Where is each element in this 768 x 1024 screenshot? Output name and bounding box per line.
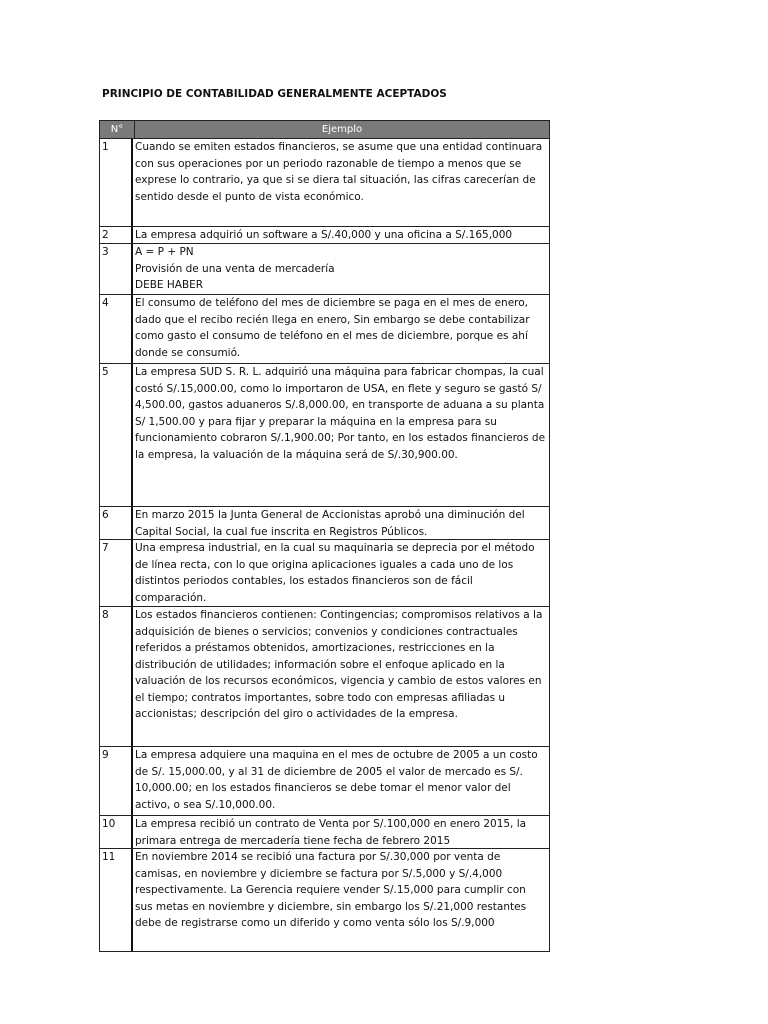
row-example-text xyxy=(133,295,550,363)
table-row xyxy=(99,139,550,227)
table-row xyxy=(99,244,550,295)
table-row xyxy=(99,507,550,540)
example-line: Cuando se emiten estados financieros, se asume que una entidad continuara con sus operaciones por un periodo razonable de tiempo a menos que se exprese lo contrario, ya que si se diera tal situación, las cifras carecerían de sentido desde el punto de vista económico. xyxy=(135,141,543,203)
row-example-text xyxy=(133,507,550,539)
table-row xyxy=(99,849,550,952)
table-row xyxy=(99,295,550,364)
row-example-text xyxy=(133,747,550,815)
row-number: 2 xyxy=(99,227,133,243)
row-number: 4 xyxy=(99,295,133,363)
example-line: Los estados financieros contienen: Contingencias; compromisos relativos a la adquisición de bienes o servicios; convenios y condiciones contractuales referidos a préstamos obtenidos, amortizaciones, restricciones en la distribución de utilidades; información sobre el enfoque aplicado en la valuación de los recursos económicos, vigencia y cambio de estos valores en el tiempo; contratos importantes, sobre todo con empresas afiliadas u accionistas; descripción del giro o actividades de la empresa. xyxy=(135,609,543,720)
example-line: En marzo 2015 la Junta General de Accionistas aprobó una diminución del Capital Social, la cual fue inscrita en Registros Públicos. xyxy=(135,509,525,538)
row-number: 9 xyxy=(99,747,133,815)
column-header-example: Ejemplo xyxy=(135,121,550,138)
row-number: 3 xyxy=(99,244,133,294)
row-number: 1 xyxy=(99,139,133,226)
row-example-text xyxy=(133,244,550,294)
row-example-text xyxy=(133,364,550,506)
row-example-text xyxy=(133,816,550,848)
row-example-text xyxy=(133,849,550,951)
column-header-number: N° xyxy=(99,121,135,138)
example-line: La empresa SUD S. R. L. adquirió una máquina para fabricar chompas, la cual costó S/.15,000.00, como lo importaron de USA, en flete y seguro se gastó S/ 4,500.00, gastos aduaneros S/.8,000.00, en transporte de aduana a su planta S/ 1,500.00 y para fijar y preparar la máquina en la empresa para su funcionamiento cobraron S/.1,900.00; Por tanto, en los estados financieros de la empresa, la valuación de la máquina será de S/.30,900.00. xyxy=(135,366,546,461)
page-title: PRINCIPIO DE CONTABILIDAD GENERALMENTE ACEPTADOS xyxy=(102,88,447,100)
row-example-text xyxy=(133,139,550,226)
example-line: En noviembre 2014 se recibió una factura por S/.30,000 por venta de camisas, en noviembre y diciembre se factura por S/.5,000 y S/.4,000 respectivamente. La Gerencia requiere vender S/.15,000 para cumplir con sus metas en noviembre y diciembre, sin embargo los S/.21,000 restantes debe de registrarse como un diferido y como venta sólo los S/.9,000 xyxy=(135,851,527,929)
table-row xyxy=(99,607,550,747)
row-example-text xyxy=(133,540,550,606)
example-line: La empresa recibió un contrato de Venta por S/.100,000 en enero 2015, la primara entrega de mercadería tiene fecha de febrero 2015 xyxy=(135,818,527,847)
example-line: A = P + PN xyxy=(135,246,194,258)
table-row xyxy=(99,540,550,607)
row-number: 6 xyxy=(99,507,133,539)
example-line: La empresa adquiere una maquina en el mes de octubre de 2005 a un costo de S/. 15,000.00, y al 31 de diciembre de 2005 el valor de mercado es S/. 10,000.00; en los estados financieros se debe tomar el menor valor del activo, o sea S/.10,000.00. xyxy=(135,749,538,811)
row-number: 10 xyxy=(99,816,133,848)
row-number: 7 xyxy=(99,540,133,606)
row-number: 8 xyxy=(99,607,133,746)
example-line: DEBE HABER xyxy=(135,279,204,291)
example-line: La empresa adquirió un software a S/.40,000 y una oficina a S/.165,000 xyxy=(135,229,513,241)
row-number: 5 xyxy=(99,364,133,506)
table-row xyxy=(99,747,550,816)
example-line: Provisión de una venta de mercadería xyxy=(135,262,335,275)
principles-table xyxy=(99,120,550,952)
row-example-text xyxy=(133,607,550,746)
row-example-text xyxy=(133,227,550,243)
example-line: Una empresa industrial, en la cual su maquinaria se deprecia por el método de línea recta, con lo que origina aplicaciones iguales a cada uno de los distintos periodos contables, los estados financieros son de fácil comparación. xyxy=(135,542,535,604)
table-row xyxy=(99,364,550,507)
table-header xyxy=(99,121,550,139)
example-line: El consumo de teléfono del mes de diciembre se paga en el mes de enero, dado que el recibo recién llega en enero, Sin embargo se debe contabilizar como gasto el consumo de teléfono en el mes de diciembre, porque es ahí donde se consumió. xyxy=(135,297,530,359)
row-number: 11 xyxy=(99,849,133,951)
table-row xyxy=(99,816,550,849)
table-row xyxy=(99,227,550,244)
